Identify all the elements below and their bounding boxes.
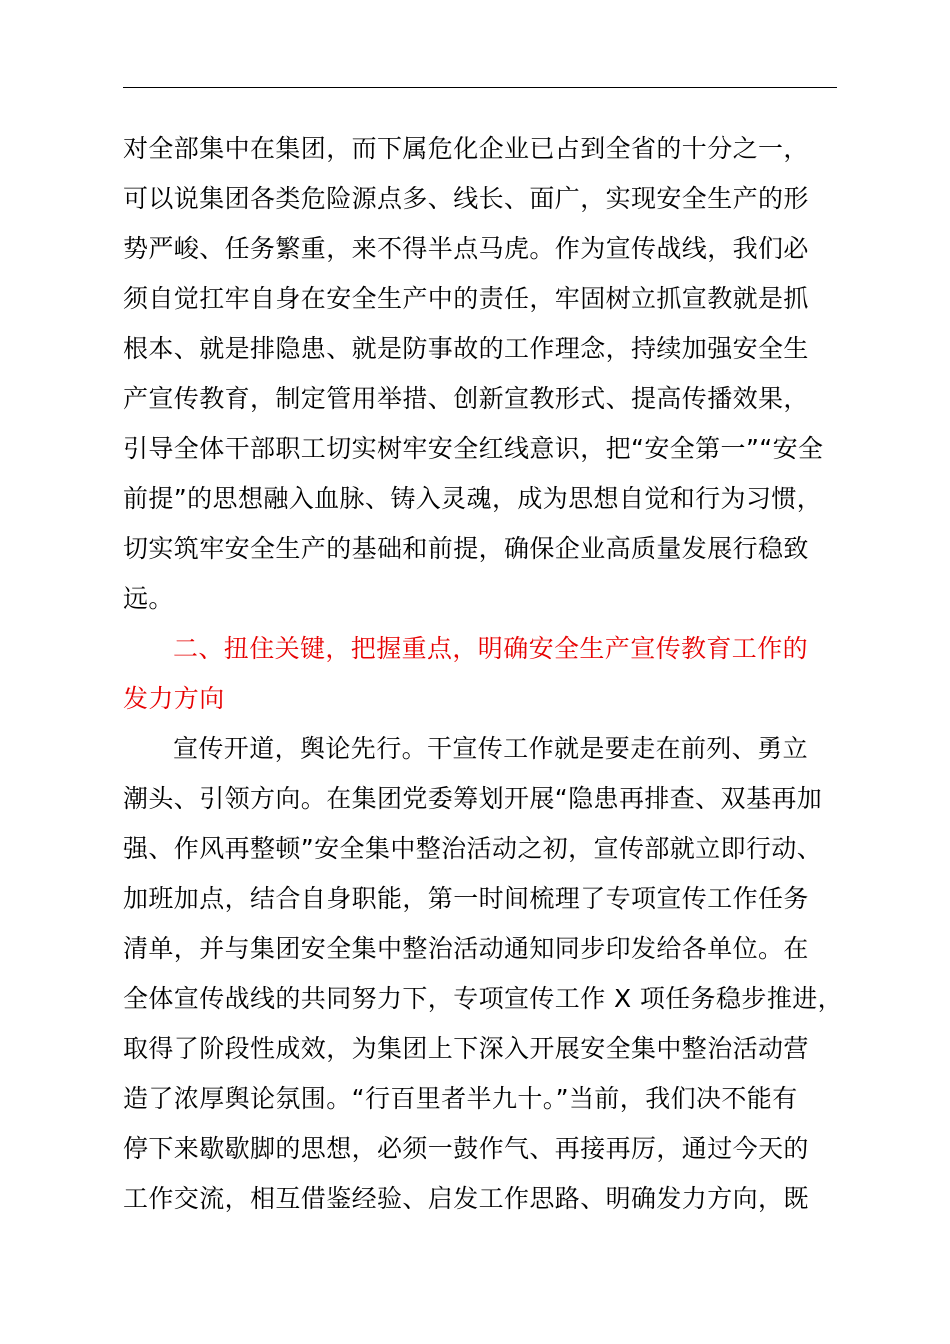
text-line: 产宣传教育，制定管用举措、创新宣教形式、提高传播效果，: [123, 384, 809, 413]
text-line: 远。: [123, 584, 174, 613]
text-line: 前提”的思想融入血脉、铸入灵魂，成为思想自觉和行为习惯，: [123, 484, 823, 513]
paragraph-2: [123, 724, 844, 1224]
text-line: 宣传开道，舆论先行。干宣传工作就是要走在前列、勇立: [173, 734, 809, 763]
text-line: 强、作风再整顿”安全集中整治活动之初，宣传部就立即行动、: [123, 834, 823, 863]
text-line: 潮头、引领方向。在集团党委筹划开展“隐患再排查、双基再加: [123, 784, 823, 813]
text-line: 全体宣传战线的共同努力下，专项宣传工作 X 项任务稳步推进，: [123, 984, 844, 1013]
heading-line: 二、扭住关键，把握重点，明确安全生产宣传教育工作的: [173, 634, 809, 663]
text-line: 取得了阶段性成效，为集团上下深入开展安全集中整治活动营: [123, 1034, 809, 1063]
text-line: 对全部集中在集团，而下属危化企业已占到全省的十分之一，: [123, 134, 809, 163]
text-line: 须自觉扛牢自身在安全生产中的责任，牢固树立抓宣教就是抓: [123, 284, 809, 313]
section-heading: [123, 624, 837, 724]
document-body: [123, 124, 844, 1224]
text-line: 加班加点，结合自身职能，第一时间梳理了专项宣传工作任务: [123, 884, 809, 913]
text-line: 清单，并与集团安全集中整治活动通知同步印发给各单位。在: [123, 934, 809, 963]
text-line: 工作交流，相互借鉴经验、启发工作思路、明确发力方向，既: [123, 1184, 809, 1213]
text-line: 可以说集团各类危险源点多、线长、面广，实现安全生产的形: [123, 184, 809, 213]
header-rule: [123, 87, 837, 88]
text-line: 切实筑牢安全生产的基础和前提，确保企业高质量发展行稳致: [123, 534, 809, 563]
text-line: 势严峻、任务繁重，来不得半点马虎。作为宣传战线，我们必: [123, 234, 809, 263]
heading-line: 发力方向: [123, 684, 225, 713]
text-line: 造了浓厚舆论氛围。“行百里者半九十。”当前，我们决不能有: [123, 1084, 798, 1113]
text-line: 引导全体干部职工切实树牢安全红线意识，把“安全第一”“安全: [123, 434, 824, 463]
paragraph-1: [123, 124, 837, 624]
text-line: 停下来歇歇脚的思想，必须一鼓作气、再接再厉，通过今天的: [123, 1134, 809, 1163]
text-line: 根本、就是排隐患、就是防事故的工作理念，持续加强安全生: [123, 334, 809, 363]
